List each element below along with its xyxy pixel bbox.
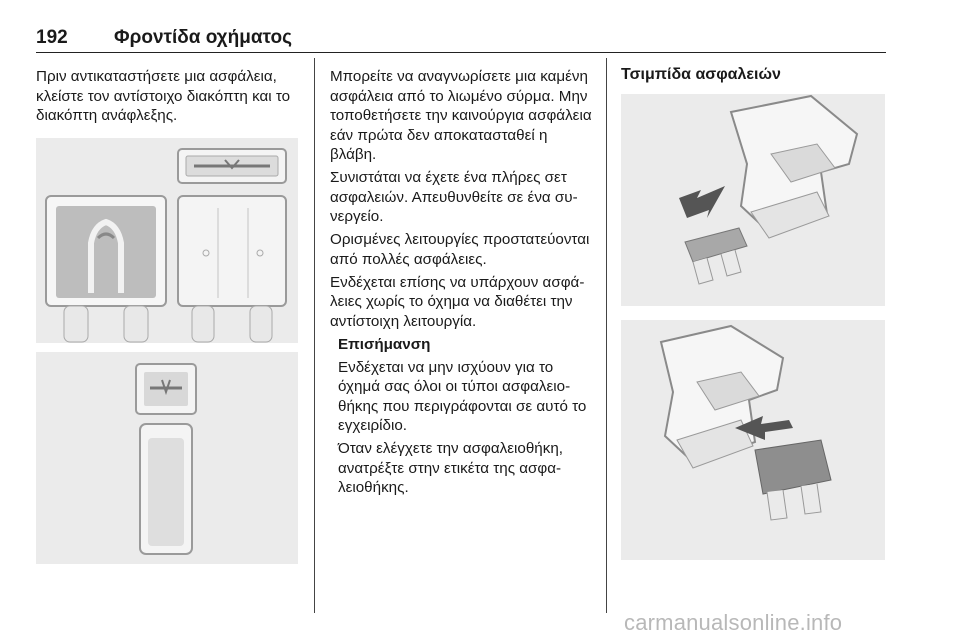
page-number: 192 <box>36 27 68 48</box>
fuse-side-figure <box>36 352 298 564</box>
running-title: Φροντίδα οχήματος <box>114 27 292 48</box>
watermark: carmanualsonline.info <box>624 610 843 635</box>
fuse-types-figure <box>36 138 298 343</box>
note-paragraph: Όταν ελέγχετε την ασφαλειοθήκη, ανατρέξτε στην ετικέτα της ασφαλειοθήκης. <box>338 440 563 496</box>
blade-fuse-types-illustration <box>36 138 298 343</box>
note-paragraph: Ενδέχεται να μην ισχύουν για το όχημά σας όλοι οι τύποι ασφαλειοθήκης που περιγράφονται σε αυτό το εγχειρίδιο. <box>338 358 587 434</box>
note-box <box>330 335 592 498</box>
column-2-text <box>330 67 592 501</box>
column-1-text <box>36 67 304 129</box>
header-rule <box>36 52 886 53</box>
paragraph: Πριν αντικαταστήσετε μια ασφάλεια, κλείστε τον αντίστοιχο διακόπτη και το διακόπτη ανάφλεξης. <box>36 68 291 124</box>
fuse-puller-figure-top <box>621 94 885 306</box>
page-header <box>36 27 886 51</box>
fuse-puller-figure-bottom <box>621 320 885 560</box>
paragraph: Μπορείτε να αναγνωρίσετε μια καμένη ασφάλεια από το λιωμένο σύρμα. Μην τοποθετήσετε την καινούργια ασφάλεια εάν πρώτα δεν αποκατασταθεί η βλάβη. <box>330 68 592 163</box>
mini-fuse-illustration <box>36 352 298 564</box>
note-title: Επισήμανση <box>338 335 431 353</box>
fuse-puller-insert-maxi-illustration <box>621 320 885 560</box>
section-title: Τσιμπίδα ασφαλειών <box>621 66 781 83</box>
paragraph: Συνιστάται να έχετε ένα πλήρες σετ ασφαλειών. Απευθυνθείτε σε ένα συνεργείο. <box>330 169 578 225</box>
column-divider-1 <box>314 58 315 613</box>
column-divider-2 <box>606 58 607 613</box>
fuse-puller-insert-illustration <box>621 94 885 306</box>
paragraph: Ενδέχεται επίσης να υπάρχουν ασφάλειες χωρίς το όχημα να διαθέτει την αντίστοιχη λειτουργία. <box>330 273 585 330</box>
paragraph: Ορισμένες λειτουργίες προστατεύονται από πολλές ασφάλειες. <box>330 231 590 268</box>
